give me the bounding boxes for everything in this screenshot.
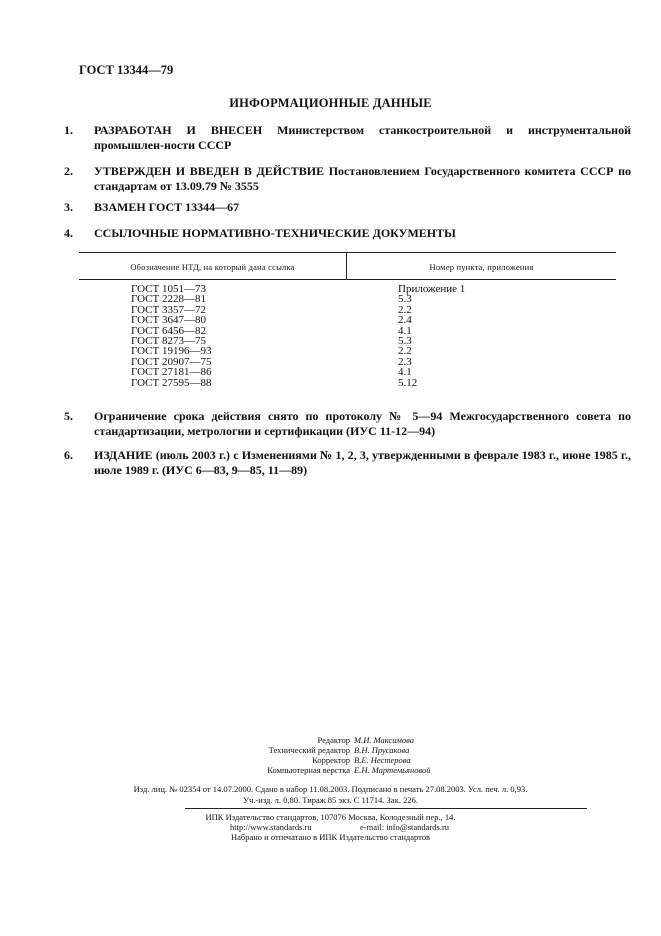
item-text: Постановлением Государственного комитета СССР по стандартам от 13.09.79 № 3555 (94, 164, 631, 193)
table-cell-clause: 2.2 (398, 345, 412, 358)
table-cell-ntd: ГОСТ 27595—88 (131, 376, 212, 389)
document-code: ГОСТ 13344—79 (79, 63, 174, 77)
table-cell-clause: 2.4 (398, 314, 412, 327)
credit-name: В.Н. Прусакова (354, 745, 410, 755)
publisher-email[interactable]: e-mail: info@standards.ru (360, 822, 450, 832)
item-text: Министерством станкостроительной и инструментальной промышлен-ности СССР (94, 123, 631, 152)
table-cell-ntd: ГОСТ 1051—73 (131, 283, 206, 295)
item-number: 3. (64, 200, 73, 214)
table-cell-ntd: ГОСТ 3647—80 (131, 314, 206, 327)
credit-label: Компьютерная верстка (267, 765, 350, 775)
credit-label: Технический редактор (268, 745, 350, 755)
credit-name: Е.Н. Мартемьяновой (354, 765, 431, 775)
table-cell-ntd: ГОСТ 3357—72 (131, 303, 206, 316)
table-column-ntd (131, 284, 211, 388)
credits-labels (150, 735, 350, 775)
table-cell-clause: 5.3 (398, 293, 412, 306)
credit-label: Корректор (312, 755, 350, 765)
publisher-address: ИПК Издательство стандартов, 107076 Москва, Колодезный пер., 14. (205, 812, 456, 822)
footer-divider (185, 808, 587, 809)
table-header-rule (79, 279, 616, 280)
table-cell-clause: Приложение 1 (398, 283, 466, 295)
item-lead: УТВЕРЖДЕН И ВВЕДЕН В ДЕЙСТВИЕ (94, 164, 325, 178)
table-cell-clause: 2.3 (398, 355, 412, 368)
imprint-line-2: Уч.-изд. л. 0,80. Тираж 85 экз. С 11714. Зак. 226. (243, 795, 418, 805)
item-lead: РАЗРАБОТАН И ВНЕСЕН (94, 123, 263, 137)
item-number: 5. (64, 409, 73, 423)
table-cell-ntd: ГОСТ 27181—86 (131, 366, 212, 379)
item-lead: ВЗАМЕН ГОСТ 13344—67 (94, 200, 240, 214)
table-cell-ntd: ГОСТ 8273—75 (131, 334, 206, 347)
item-number: 2. (64, 164, 73, 178)
table-cell-ntd: ГОСТ 6456—82 (131, 324, 206, 337)
info-item-1 (64, 123, 631, 153)
publisher-print-note: Набрано и отпечатано в ИПК Издательство стандартов (230, 832, 431, 842)
page-title: ИНФОРМАЦИОННЫЕ ДАННЫЕ (229, 96, 432, 110)
table-cell-clause: 4.1 (398, 324, 412, 337)
credit-name: М.И. Максимова (354, 735, 415, 745)
info-item-6 (64, 448, 631, 478)
item-lead: ИЗДАНИЕ (94, 448, 153, 462)
credits-names (354, 735, 554, 775)
table-cell-clause: 4.1 (398, 366, 412, 379)
item-number: 1. (64, 123, 73, 137)
item-text: (июль 2003 г.) с Изменениями № 1, 2, 3, утвержденными в феврале 1983 г., июне 1985 г., июле 1989 г. (ИУС 6—83, 9—85, 11—89) (94, 448, 631, 477)
item-lead: ССЫЛОЧНЫЕ НОРМАТИВНО-ТЕХНИЧЕСКИЕ ДОКУМЕНТЫ (94, 226, 456, 240)
table-cell-ntd: ГОСТ 20907—75 (131, 355, 212, 368)
imprint-line-1: Изд. лиц. № 02354 от 14.07.2000. Сдано в набор 11.08.2003. Подписано в печать 27.08.2003. Усл. печ. л. 0,93. (133, 784, 528, 794)
info-item-4 (64, 226, 631, 241)
publisher-url[interactable]: http://www.standards.ru (230, 822, 312, 832)
info-item-5 (64, 409, 631, 439)
item-number: 4. (64, 226, 73, 240)
table-header-ntd: Обозначение НТД, на который дана ссылка (130, 262, 295, 272)
item-lead: Ограничение срока действия снято по протоколу № 5—94 Межгосударственного совета по стандартизации, метрологии и сертификации (ИУС 11-12—94) (94, 409, 631, 438)
table-top-rule (79, 252, 616, 253)
info-item-3 (64, 200, 631, 215)
credit-name: В.Е. Нестерова (354, 755, 411, 765)
table-cell-clause: 5.12 (398, 376, 418, 389)
item-number: 6. (64, 448, 73, 462)
table-cell-clause: 2.2 (398, 303, 412, 316)
table-cell-ntd: ГОСТ 2228—81 (131, 293, 206, 306)
table-cell-ntd: ГОСТ 19196—93 (131, 345, 212, 358)
credit-label: Редактор (317, 735, 350, 745)
info-item-2 (64, 164, 631, 194)
table-column-clause (398, 284, 465, 388)
table-header-clause: Номер пункта, приложения (429, 262, 534, 272)
table-cell-clause: 5.3 (398, 334, 412, 347)
